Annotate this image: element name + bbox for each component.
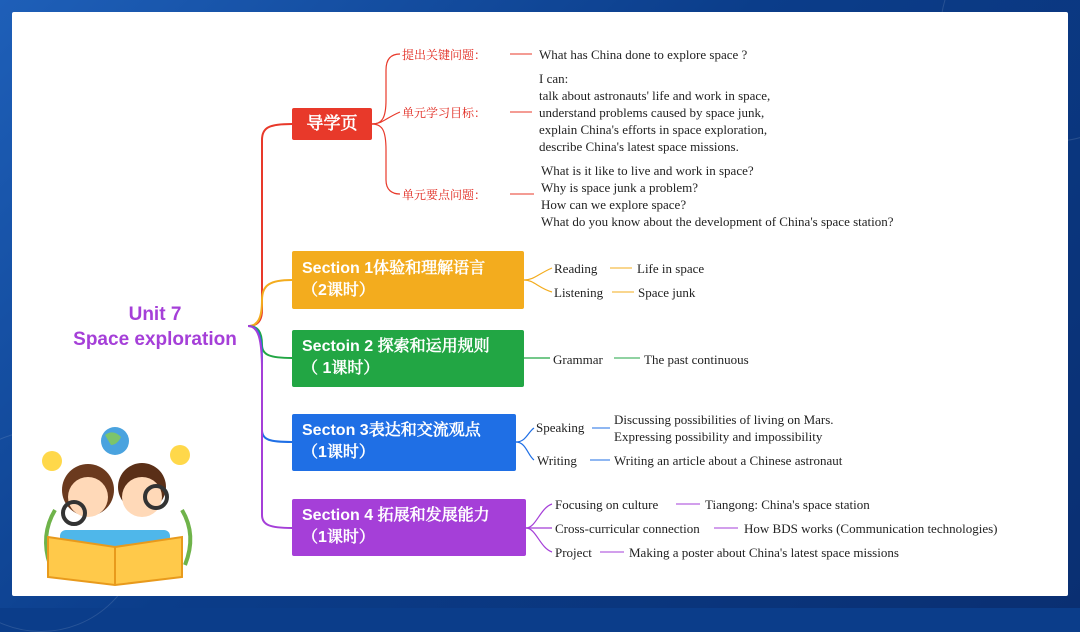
s4-item-key: Project [555, 545, 592, 560]
section-1-hours: （2课时） [302, 282, 375, 299]
learning-goal-label: 单元学习目标： [402, 106, 487, 120]
goal-line: explain China's efforts in space exploration, [539, 122, 768, 137]
s1-item-key: Reading [554, 261, 598, 276]
key-point-line: Why is space junk a problem? [541, 180, 699, 195]
key-point-line: How can we explore space? [541, 197, 687, 212]
kids-reading-illustration [30, 425, 200, 590]
s3-item-key: Writing [537, 453, 577, 468]
s1-item-value: Space junk [638, 285, 696, 300]
section-1-node [292, 251, 524, 309]
learning-goal-text [539, 70, 770, 155]
section-3-hours: （1课时） [302, 444, 375, 461]
section-2-hours: （ 1课时） [302, 360, 380, 377]
goal-line: I can: [539, 71, 569, 86]
s1-item-key: Listening [554, 285, 604, 300]
goal-line: understand problems caused by space junk, [539, 105, 765, 120]
s3-value-line: Expressing possibility and impossibility [614, 429, 823, 444]
key-point-line: What do you know about the development of China's space station? [541, 214, 894, 229]
s3-item-key: Speaking [536, 420, 585, 435]
s4-item-key: Cross-curricular connection [555, 521, 700, 536]
section-2-title: Sectoin 2 探索和运用规则 [302, 338, 490, 355]
root-node [60, 302, 250, 352]
s2-item-value: The past continuous [644, 352, 749, 367]
guide-node: 导学页 [292, 108, 372, 140]
s3-item-value [614, 411, 834, 445]
s3-item-value: Writing an article about a Chinese astronaut [614, 453, 843, 468]
key-points-text [541, 162, 894, 230]
goal-line: talk about astronauts' life and work in space, [539, 88, 771, 103]
section-3-title: Secton 3表达和交流观点 [302, 422, 481, 439]
section-1-title: Section 1体验和理解语言 [302, 260, 486, 277]
key-question-label: 提出关键问题： [402, 48, 487, 62]
key-points-label: 单元要点问题： [402, 188, 487, 202]
section-4-title: Section 4 拓展和发展能力 [302, 507, 490, 524]
root-subtitle: Space exploration [73, 329, 237, 350]
s4-item-value: How BDS works (Communication technologies) [744, 521, 998, 536]
s3-value-line: Discussing possibilities of living on Mars. [614, 412, 834, 427]
section-2-node [292, 330, 524, 387]
s4-item-value: Tiangong: China's space station [705, 497, 870, 512]
section-4-node [292, 499, 526, 556]
s4-item-value: Making a poster about China's latest space missions [629, 545, 899, 560]
section-3-node [292, 414, 516, 471]
s4-item-key: Focusing on culture [555, 497, 659, 512]
goal-line: describe China's latest space missions. [539, 139, 739, 154]
root-title: Unit 7 [128, 304, 182, 325]
s1-item-value: Life in space [637, 261, 705, 276]
s2-item-key: Grammar [553, 352, 603, 367]
key-point-line: What is it like to live and work in space? [541, 163, 754, 178]
section-4-hours: （1课时） [302, 529, 375, 546]
key-question-text: What has China done to explore space ? [539, 47, 748, 62]
